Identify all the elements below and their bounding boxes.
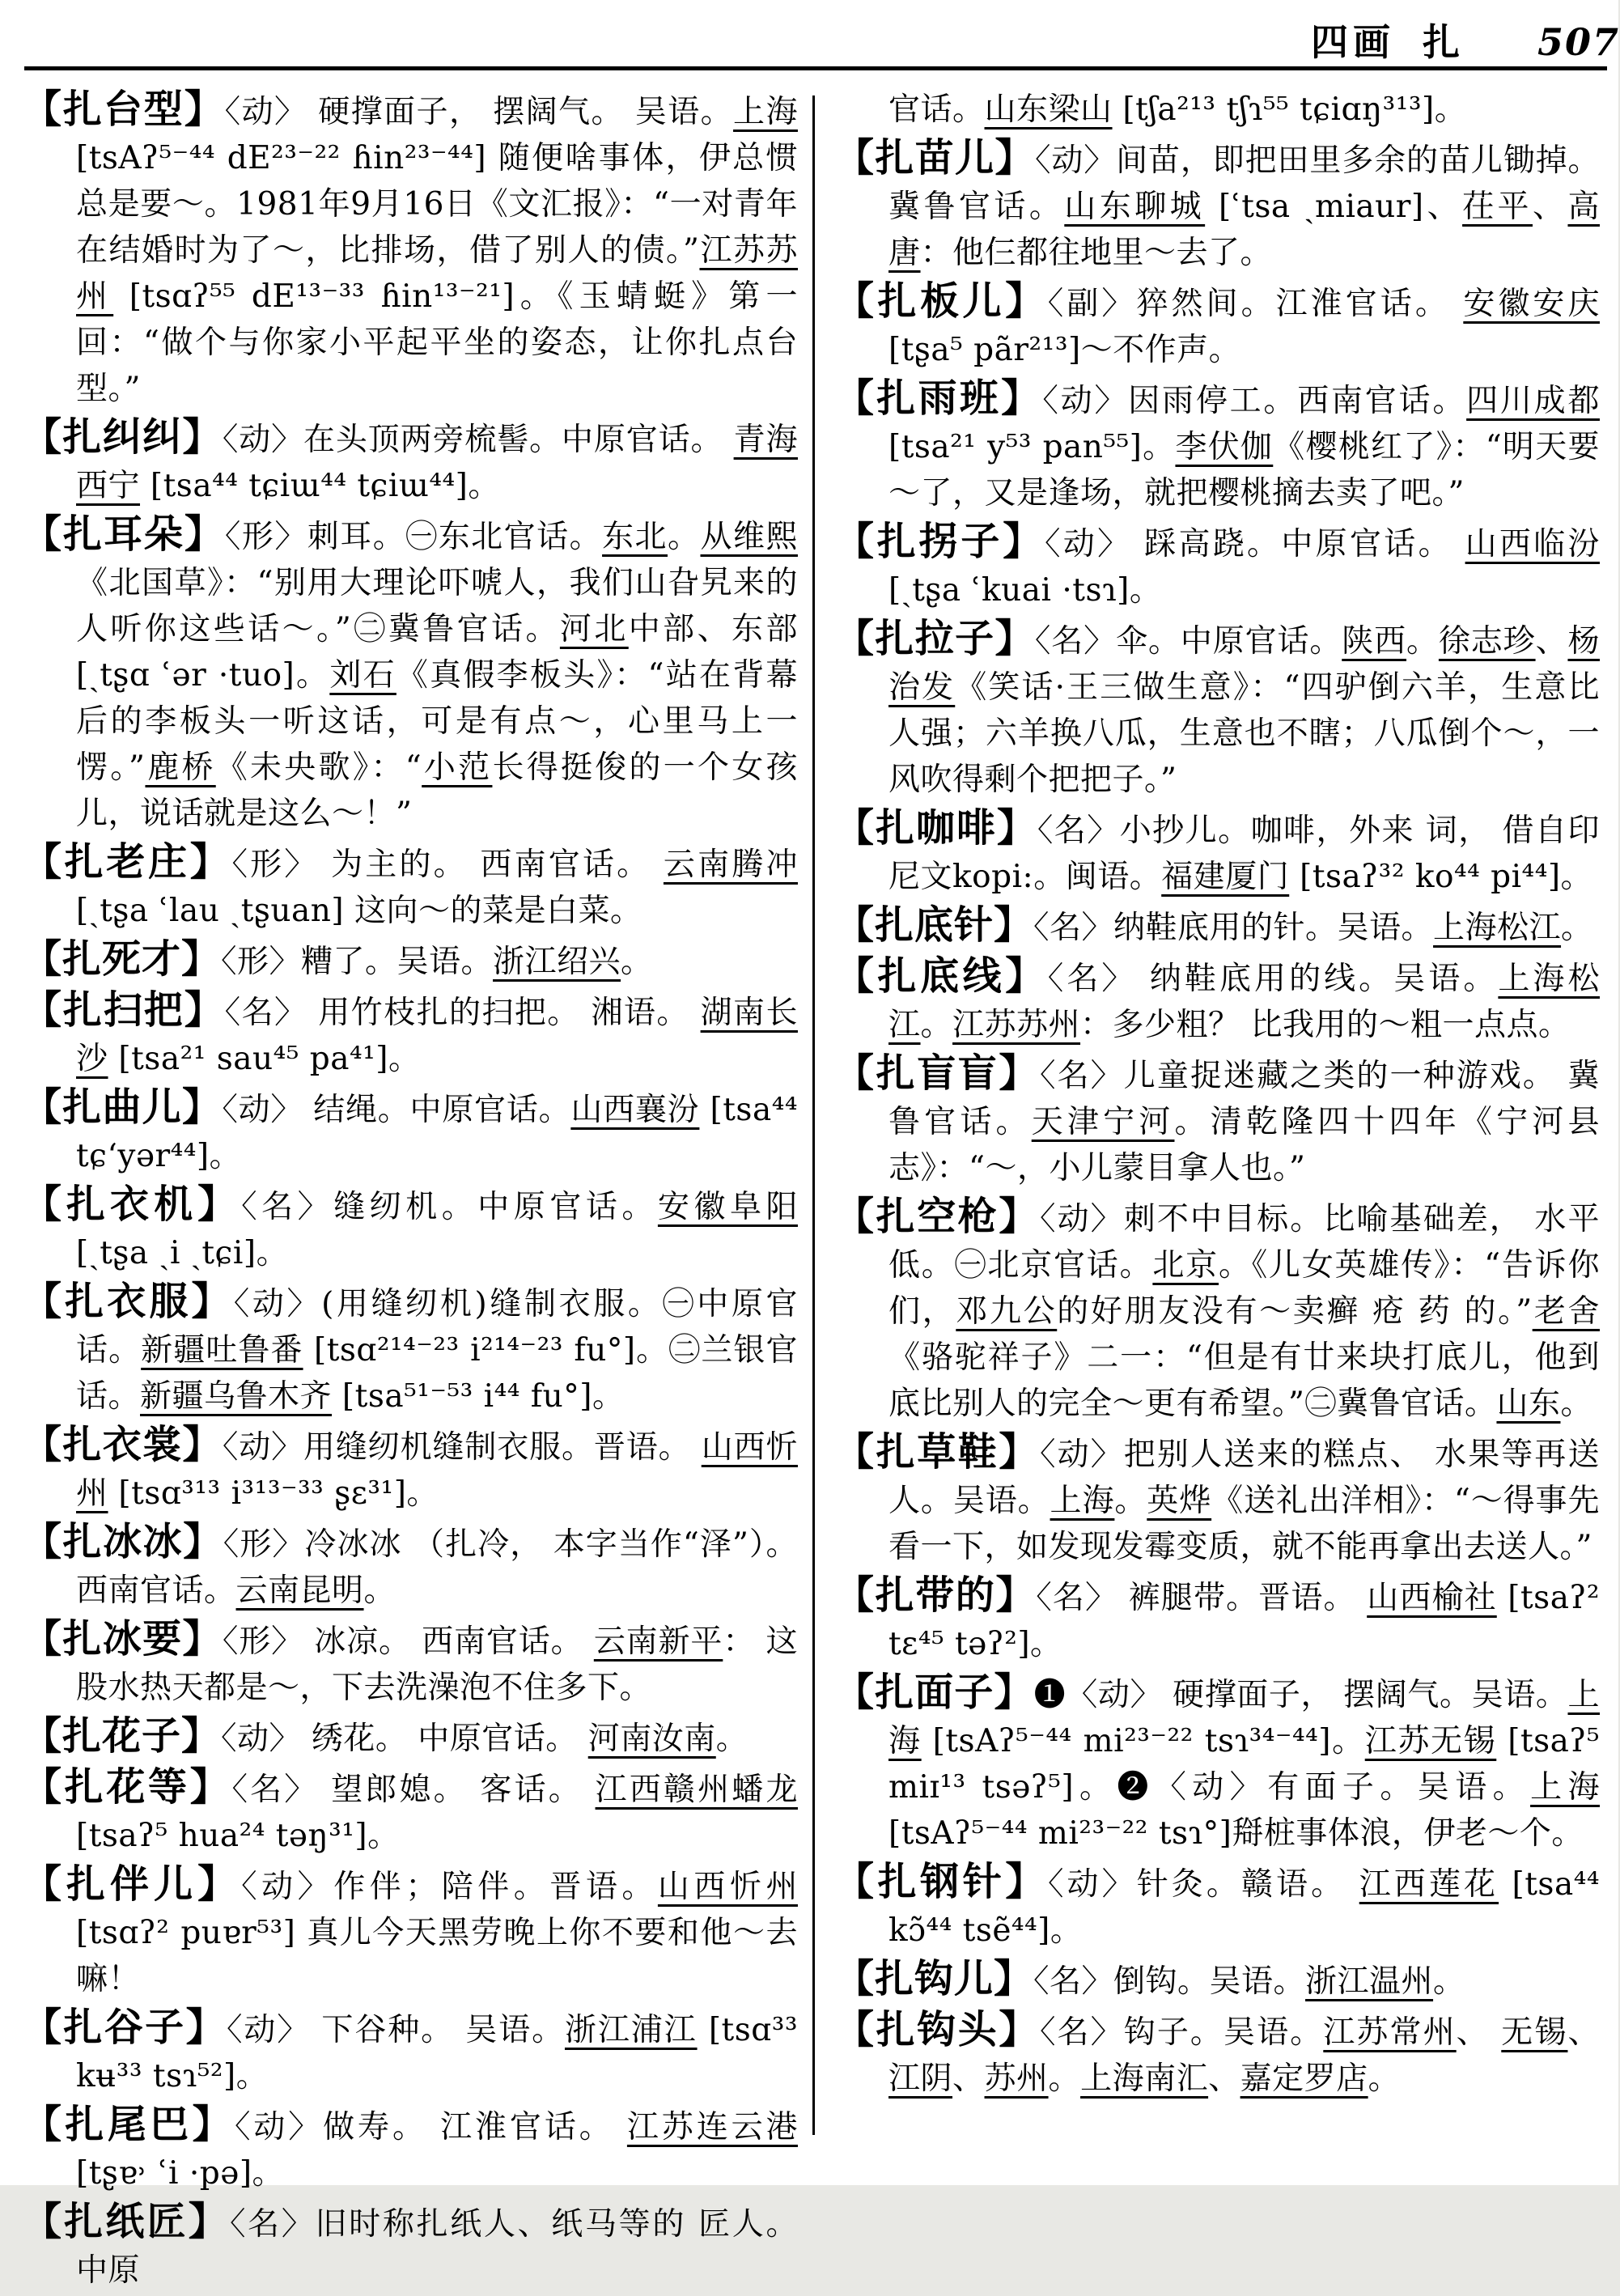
proper-noun: 浙江浦江 [564, 2012, 698, 2048]
entry-text: 中部、东部 [ˏtʂɑ ʿər ·tuo]。 [76, 611, 798, 694]
proper-noun: 高唐 [888, 189, 1600, 271]
entry-text: 〈动〉(用缝纫机)缝制衣服。㊀中原官话。 [76, 1286, 798, 1369]
dictionary-entry [835, 953, 1600, 1048]
entry-text: 《送礼出洋相》：“～得事先看一下，如发现发霉变质，就不能再拿出去送人。” [888, 1483, 1600, 1565]
dictionary-entry [23, 1279, 798, 1420]
entry-text: 〈名〉钩子。吴语。 [1039, 2014, 1324, 2051]
entry-text: [tsAʔ⁵⁻⁴⁴ dE²³⁻²² ɦin²³⁻⁴⁴] 随便啥事体，伊总惯总是要～。1981年9月16日《文汇报》：“一对青年在结婚时为了～，比排场，借了别人的债。” [76, 140, 798, 269]
entry-text: 〈动〉 踩高跷。中原官话。 [1045, 526, 1465, 562]
entry-text: 。清乾隆四十四年《宁河县志》：“～，小儿蒙目拿人也。” [888, 1104, 1600, 1186]
entry-headword: 【扎钢针】 [835, 1859, 1048, 1904]
entry-text: ： 这股水热天都是～，下去洗澡泡不住多下。 [76, 1623, 798, 1706]
running-head [1311, 13, 1620, 66]
proper-noun: 茌平 [1462, 189, 1533, 225]
right-column [835, 84, 1600, 2104]
dictionary-entry [23, 987, 798, 1082]
entry-headword: 【扎草鞋】 [835, 1429, 1040, 1475]
proper-noun: 嘉定罗店 [1240, 2060, 1368, 2097]
dictionary-entry [23, 839, 798, 934]
proper-noun: 山东聊城 [1064, 189, 1206, 225]
entry-text: 。 [1561, 910, 1593, 946]
entry-text: 〈动〉 绣花。 中原官话。 [221, 1721, 588, 1757]
entry-text: 〈动〉 下谷种。 吴语。 [226, 2012, 565, 2048]
entry-text: 〈名〉小抄儿。咖啡，外来 词， 借自印尼文kopi:。闽语。 [888, 813, 1600, 895]
proper-noun: 安徽阜阳 [657, 1189, 798, 1225]
entry-text: [ˏtʂa ʿlau ˏtʂuan] 这向～的菜是白菜。 [76, 893, 642, 929]
entry-text: [ˏtʂa ʿkuai ·tsɿ]。 [888, 572, 1162, 609]
proper-noun: 刘石 [329, 657, 397, 694]
entry-headword: 【扎花等】 [23, 1764, 232, 1810]
proper-noun: 山东梁山 [984, 91, 1113, 128]
entry-text: 〈名〉倒钩。吴语。 [1033, 1963, 1306, 2000]
proper-noun: 湖南长沙 [76, 995, 798, 1077]
proper-noun: 云南昆明 [235, 1572, 364, 1609]
proper-noun: 江苏苏州 [952, 1007, 1081, 1043]
entry-text: 《未央歌》：“ [215, 749, 422, 786]
proper-noun: 邓九公 [956, 1293, 1058, 1330]
entry-text: 〈形〉冷冰冰 （扎冷， 本字当作“泽”）。西南官话。 [76, 1526, 798, 1609]
entry-text: [tsa⁴⁴ tɕʻyər⁴⁴]。 [76, 1092, 798, 1174]
entry-text: 长得挺俊的一个女孩儿，说话就是这么～！” [76, 749, 798, 832]
entry-text: 官话。 [888, 91, 985, 128]
entry-headword: 【扎曲儿】 [23, 1084, 223, 1130]
proper-noun: 河南汝南 [587, 1721, 716, 1757]
entry-headword: 【扎台型】 [23, 87, 225, 132]
dictionary-entry [835, 902, 1600, 951]
proper-noun: 陕西 [1342, 623, 1407, 660]
entry-text: 、 [1208, 2060, 1240, 2097]
entry-text: 《笑话·王三做生意》：“四驴倒六羊，生意比人强；六羊换八瓜，生意也不瞎；八瓜倒个～，一风吹得剩个把把子。” [888, 669, 1600, 798]
entry-headword: 【扎带的】 [835, 1572, 1037, 1618]
page-number: 507 [1537, 20, 1620, 64]
dictionary-entry [835, 135, 1600, 276]
dictionary-entry [835, 1956, 1600, 2005]
proper-noun: 江西莲花 [1359, 1866, 1499, 1903]
proper-noun: 江苏连云港 [626, 2109, 798, 2145]
proper-noun: 新疆乌鲁木齐 [140, 1378, 333, 1415]
proper-noun: 新疆吐鲁番 [141, 1332, 303, 1369]
proper-noun: 上海松江 [1433, 910, 1562, 946]
proper-noun: 山西忻州 [657, 1869, 798, 1905]
dictionary-entry [23, 2199, 798, 2294]
entry-text: 。 [1368, 2060, 1401, 2097]
proper-noun: 江苏常州 [1323, 2014, 1457, 2051]
entry-headword: 【扎拐子】 [835, 519, 1045, 564]
proper-noun: 上海 [888, 1677, 1600, 1759]
proper-noun: 四川成都 [1466, 383, 1600, 419]
entry-headword: 【扎钩头】 [835, 2007, 1040, 2052]
proper-noun: 无锡 [1501, 2014, 1568, 2051]
entry-headword: 【扎雨班】 [835, 376, 1043, 421]
entry-text: [ˏtʂa ˏi ˏtɕi]。 [76, 1235, 289, 1271]
entry-text: ：多少粗？ 比我用的～粗一点点。 [1080, 1007, 1571, 1043]
entry-text: 〈形〉糟了。吴语。 [221, 944, 494, 980]
column-divider [812, 95, 815, 2135]
section-label: 四画 [1311, 20, 1395, 64]
entry-text: 《北国草》：“别用大理论吓唬人，我们山旮旯来的人听你这些话～。”㊁冀鲁官话。 [76, 565, 798, 647]
proper-noun: 江西赣州蟠龙 [595, 1772, 798, 1808]
proper-noun: 从维熙 [700, 519, 798, 555]
entry-text: 〈动〉在头顶两旁梳髻。中原官话。 [222, 422, 734, 458]
dictionary-entry [835, 2007, 1600, 2102]
dictionary-entry [835, 376, 1600, 516]
entry-headword: 【扎冰要】 [23, 1616, 223, 1662]
proper-noun: 山西忻州 [76, 1429, 798, 1512]
entry-text: 。 [1114, 1483, 1147, 1519]
entry-text: 。《儿女英雄传》：“告诉你们， [888, 1247, 1600, 1330]
entry-text: [tsaʔ³² ko⁴⁴ pi⁴⁴]。 [1289, 859, 1593, 895]
proper-noun: 老舍 [1532, 1293, 1600, 1330]
dictionary-entry [23, 1182, 798, 1276]
entry-headword: 【扎咖啡】 [835, 805, 1037, 851]
entry-text: 〈动〉针灸。赣语。 [1047, 1866, 1359, 1903]
proper-noun: 青海西宁 [76, 422, 798, 504]
proper-noun: 山西榆社 [1367, 1580, 1497, 1616]
dictionary-entry [23, 1519, 798, 1614]
entry-text: 〈名〉纳鞋底用的针。吴语。 [1033, 910, 1434, 946]
entry-text: 。 [1406, 623, 1439, 660]
proper-noun: 上海 [1050, 1483, 1115, 1519]
entry-headword: 【扎钩儿】 [835, 1956, 1034, 2001]
entry-text: 《骆驼祥子》二一：“但是有廿来块打底儿，他到底比别人的完全～更有希望。”㊁冀鲁官话。 [888, 1339, 1600, 1422]
proper-noun: 江阴 [888, 2060, 953, 2097]
dictionary-entry [23, 936, 798, 985]
head-character: 扎 [1423, 20, 1460, 64]
proper-noun: 上海 [733, 94, 798, 130]
entry-text: 〈名〉 用竹枝扎的扫把。 湘语。 [224, 995, 701, 1031]
entry-text: 〈名〉 望郎媳。 客话。 [231, 1772, 596, 1808]
entry-headword: 【扎伴儿】 [23, 1861, 242, 1907]
dictionary-entry [835, 616, 1600, 803]
proper-noun: 上海 [1530, 1769, 1600, 1806]
entry-text: 的好朋友没有～卖癣 疮 药 的。” [1057, 1293, 1533, 1330]
entry-headword: 【扎纠纠】 [23, 414, 223, 460]
proper-noun: 李伏伽 [1175, 429, 1274, 465]
proper-noun: 云南新平 [593, 1623, 723, 1660]
proper-noun: 云南腾冲 [663, 847, 798, 883]
entry-headword: 【扎拉子】 [835, 616, 1035, 661]
entry-text: 《樱桃红了》：“明天要～了，又是逢场，就把樱桃摘去卖了吧。” [888, 429, 1600, 511]
dictionary-entry [23, 87, 798, 412]
entry-text: 〈名〉 纳鞋底用的线。吴语。 [1047, 961, 1499, 997]
dictionary-entry [835, 519, 1600, 613]
dictionary-entry [835, 278, 1600, 373]
entry-headword: 【扎底线】 [835, 953, 1048, 999]
entry-text: 〈形〉 为主的。 西南官话。 [231, 847, 664, 883]
dictionary-entry [835, 1194, 1600, 1427]
entry-text: ❶〈动〉 硬撑面子， 摆阔气。吴语。 [1033, 1677, 1568, 1713]
entry-headword: 【扎空枪】 [835, 1194, 1040, 1239]
entry-text: 。 [715, 1721, 749, 1757]
entry-text: 〈形〉刺耳。㊀东北官话。 [224, 519, 603, 555]
proper-noun: 山东 [1496, 1386, 1561, 1422]
entry-text: 。 [363, 1572, 397, 1609]
proper-noun: 江苏苏州 [76, 232, 798, 315]
entry-text: 〈名〉儿童捉迷藏之类的一种游戏。 冀鲁官话。 [888, 1058, 1600, 1140]
proper-noun: 山西临汾 [1465, 526, 1600, 562]
entry-text: 〈动〉把别人送来的糕点、 水果等再送人。吴语。 [888, 1437, 1600, 1519]
dictionary-entry [23, 1764, 798, 1859]
proper-noun: 河北 [559, 611, 629, 647]
entry-headword: 【扎耳朵】 [23, 511, 225, 557]
entry-text: 〈动〉作伴；陪伴。晋语。 [241, 1869, 658, 1905]
entry-text: [tsaʔ⁵ miɪ¹³ tsəʔ⁵]。❷〈动〉有面子。吴语。 [888, 1723, 1600, 1806]
entry-text: [tsAʔ⁵⁻⁴⁴ mi²³⁻²² tsɿ°]搿桩事体浪，伊老～个。 [888, 1815, 1584, 1852]
entry-headword: 【扎面子】 [835, 1670, 1034, 1715]
entry-headword: 【扎衣裳】 [23, 1422, 223, 1467]
entry-text: ：他仨都往地里～去了。 [920, 235, 1273, 271]
entry-text: 。 [1048, 2060, 1081, 2097]
entry-text: 、 [1567, 2014, 1600, 2051]
entry-text: [tʂa⁵ pãr²¹³]～不作声。 [888, 332, 1241, 368]
header-rule [24, 66, 1607, 70]
left-column [23, 84, 798, 2296]
entry-headword: 【扎苗儿】 [835, 135, 1035, 180]
proper-noun: 浙江温州 [1305, 1963, 1434, 2000]
entry-text: 〈形〉 冰凉。 西南官话。 [222, 1623, 594, 1660]
proper-noun: 安徽安庆 [1463, 286, 1600, 322]
proper-noun: 徐志珍 [1438, 623, 1536, 660]
entry-text: 〈动〉因雨停工。西南官话。 [1042, 383, 1467, 419]
entry-text: [tsa²¹ sau⁴⁵ pa⁴¹]。 [108, 1041, 421, 1077]
dictionary-entry [23, 2005, 798, 2099]
proper-noun: 小范 [422, 749, 493, 786]
proper-noun: 鹿桥 [145, 749, 216, 786]
entry-headword: 【扎板儿】 [835, 278, 1048, 324]
entry-text: [tsɑ²¹⁴⁻²³ i²¹⁴⁻²³ fu°]。㊁兰银官话。 [76, 1332, 798, 1415]
dictionary-entry [23, 1422, 798, 1517]
dictionary-entry [23, 1084, 798, 1179]
entry-text: [tsɑ³¹³ i³¹³⁻³³ ʂɛ³¹]。 [108, 1475, 439, 1512]
entry-text: [tsɑ³³ kʉ³³ tsɿ⁵²]。 [76, 2012, 798, 2094]
entry-continuation [835, 87, 1600, 133]
entry-headword: 【扎尾巴】 [23, 2102, 235, 2147]
entry-text: [tsAʔ⁵⁻⁴⁴ mi²³⁻²² tsɿ³⁴⁻⁴⁴]。 [921, 1723, 1365, 1759]
entry-text: [tsa⁴⁴ kɔ̃⁴⁴ tsẽ⁴⁴]。 [888, 1866, 1600, 1949]
dictionary-entry [835, 1572, 1600, 1667]
dictionary-entry [23, 2102, 798, 2196]
entry-text: [tsa⁵¹⁻⁵³ i⁴⁴ fu°]。 [332, 1378, 625, 1415]
entry-text: [tsaʔ⁵ hua²⁴ təŋ³¹]。 [76, 1818, 400, 1854]
dictionary-entry [23, 414, 798, 509]
entry-headword: 【扎衣服】 [23, 1279, 234, 1324]
entry-headword: 【扎死才】 [23, 936, 222, 982]
entry-text: 、 [1533, 189, 1568, 225]
entry-headword: 【扎底针】 [835, 902, 1034, 948]
entry-text: 、 [1535, 623, 1568, 660]
dictionary-entry [23, 1616, 798, 1711]
dictionary-entry [835, 1050, 1600, 1191]
entry-headword: 【扎冰冰】 [23, 1519, 223, 1564]
proper-noun: 浙江绍兴 [493, 944, 621, 980]
entry-text: 、 [1456, 2014, 1502, 2051]
dictionary-entry [835, 1670, 1600, 1857]
proper-noun: 上海松江 [888, 961, 1600, 1043]
entry-text: 〈动〉 硬撑面子， 摆阔气。 吴语。 [224, 94, 734, 130]
proper-noun: 东北 [602, 519, 668, 555]
entry-headword: 【扎纸匠】 [23, 2199, 230, 2244]
dictionary-entry [835, 1859, 1600, 1954]
proper-noun: 山西襄汾 [570, 1092, 700, 1128]
entry-text: 、 [952, 2060, 985, 2097]
entry-text: [ʿtsa ˏmiaur]、 [1205, 189, 1463, 225]
entry-text: 。 [1560, 1386, 1592, 1422]
dictionary-entry [23, 511, 798, 837]
proper-noun: 北京 [1152, 1247, 1219, 1284]
entry-text: 〈动〉 结绳。中原官话。 [222, 1092, 571, 1128]
entry-text: [tsaʔ² tɛ⁴⁵ təʔ²]。 [888, 1580, 1600, 1662]
entry-headword: 【扎盲盲】 [835, 1050, 1040, 1096]
entry-text: 〈名〉旧时称扎纸人、纸马等的 匠人。 中原 [76, 2206, 798, 2289]
entry-headword: 【扎衣机】 [23, 1182, 242, 1227]
entry-text: [tʃa²¹³ tʃɿ⁵⁵ tɕiɑŋ³¹³]。 [1112, 91, 1467, 128]
entry-text: 。 [668, 519, 701, 555]
entry-headword: 【扎花子】 [23, 1713, 222, 1759]
entry-text: 〈名〉 裤腿带。晋语。 [1036, 1580, 1368, 1616]
entry-text: 。 [920, 1007, 953, 1043]
entry-text: [tsa²¹ y⁵³ pan⁵⁵]。 [888, 429, 1176, 465]
dictionary-entry [23, 1713, 798, 1762]
entry-headword: 【扎老庄】 [23, 839, 232, 885]
entry-text: 〈动〉用缝纫机缝制衣服。晋语。 [222, 1429, 702, 1466]
proper-noun: 杨治发 [888, 623, 1600, 706]
proper-noun: 天津宁河 [1031, 1104, 1175, 1140]
dictionary-entry [835, 1429, 1600, 1570]
entry-text: 〈副〉猝然间。江淮官话。 [1047, 286, 1464, 322]
entry-text: 〈动〉做寿。 江淮官话。 [234, 2109, 627, 2145]
dictionary-entry [835, 805, 1600, 900]
entry-text: [tsa⁴⁴ tɕiɯ⁴⁴ tɕiɯ⁴⁴]。 [140, 468, 500, 504]
entry-text: 〈动〉刺不中目标。比喻基础差， 水平低。㊀北京官话。 [888, 1201, 1600, 1284]
entry-text: 。 [1433, 1963, 1465, 2000]
proper-noun: 苏州 [984, 2060, 1049, 2097]
entry-text: [tsɑʔ² puɐr⁵³] 真儿今天黑劳晚上你不要和他～去嘛！ [76, 1915, 798, 1997]
proper-noun: 英烨 [1147, 1483, 1212, 1519]
dictionary-entry [23, 1861, 798, 2002]
entry-text: 〈动〉间苗，即把田里多余的苗儿锄掉。冀鲁官话。 [888, 142, 1600, 225]
proper-noun: 江苏无锡 [1364, 1723, 1497, 1759]
entry-headword: 【扎谷子】 [23, 2005, 227, 2050]
proper-noun: 福建厦门 [1161, 859, 1290, 895]
entry-headword: 【扎扫把】 [23, 987, 225, 1033]
entry-text: 《真假李板头》：“站在背幕后的李板头一听这话，可是有点～，心里马上一愣。” [76, 657, 798, 786]
entry-text: 〈名〉伞。中原官话。 [1034, 623, 1342, 660]
entry-text: 〈名〉缝纫机。中原官话。 [241, 1189, 658, 1225]
entry-text: 。 [621, 944, 653, 980]
proper-noun: 上海南汇 [1080, 2060, 1209, 2097]
entry-text: [tsɑʔ⁵⁵ dE¹³⁻³³ ɦin¹³⁻²¹]。《玉蜻蜓》第一回：“做个与你家小平起平坐的姿态，让你扎点台型。” [76, 278, 798, 407]
entry-text: [tʂɐ˒ ʿi ·pə]。 [76, 2155, 285, 2192]
